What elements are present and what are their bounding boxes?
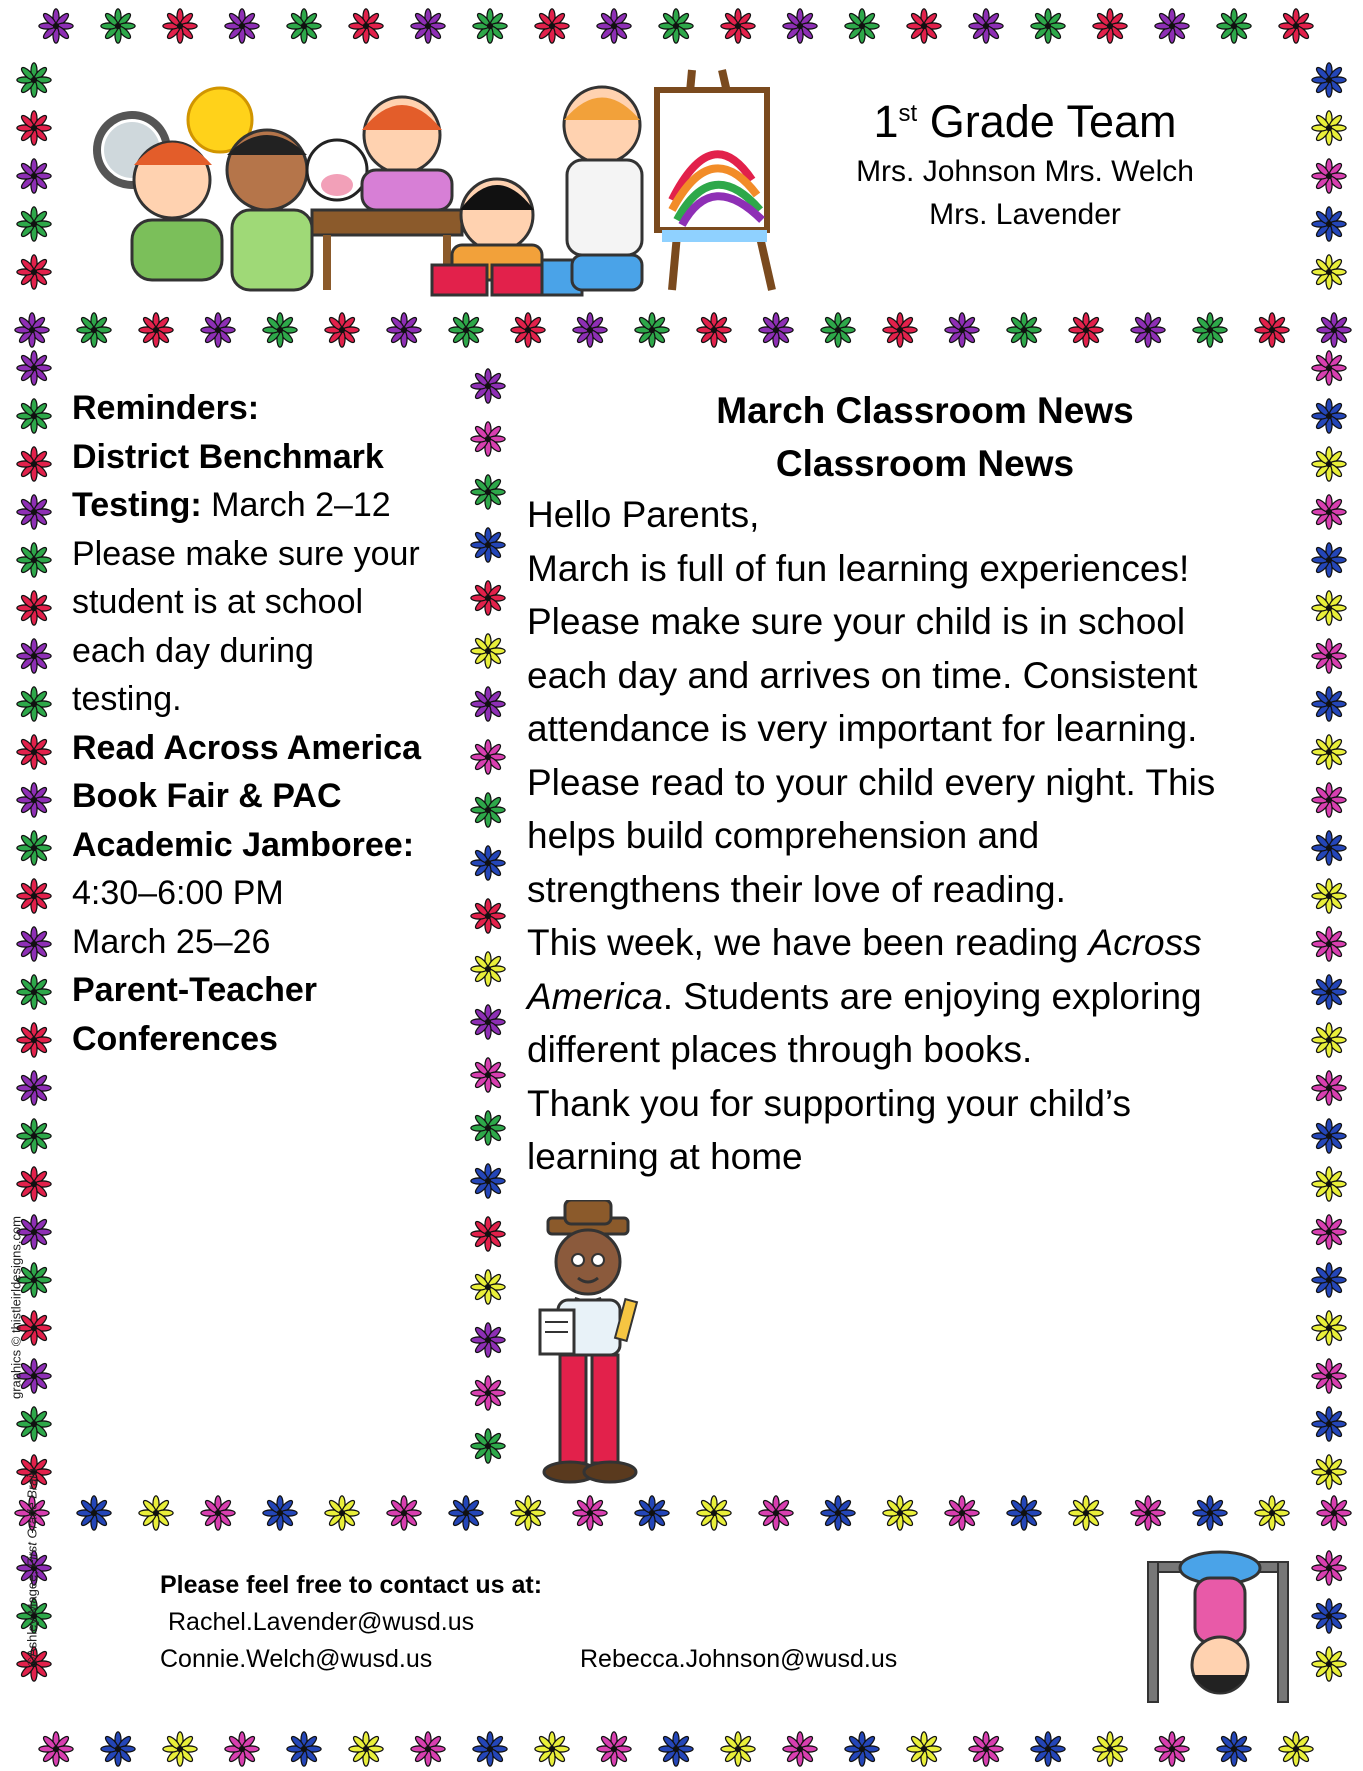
email-welch[interactable]: Connie.Welch@wusd.us xyxy=(160,1645,433,1673)
flower-decoration xyxy=(1068,1495,1104,1531)
news-line: Please read to your child every night. This xyxy=(527,761,1216,803)
email-lavender[interactable]: Rachel.Lavender@wusd.us xyxy=(168,1608,475,1636)
read-across-event: Read Across America xyxy=(72,728,421,767)
flower-decoration xyxy=(472,8,508,44)
flower-decoration xyxy=(472,1731,508,1767)
contact-section xyxy=(160,1567,980,1678)
flower-decoration xyxy=(16,782,52,818)
flower-decoration xyxy=(16,926,52,962)
news-line: March is full of fun learning experiences! xyxy=(527,547,1190,589)
flower-decoration xyxy=(1311,206,1347,242)
flower-decoration xyxy=(286,1731,322,1767)
benchmark-dates: Testing: March 2–12 xyxy=(72,486,391,524)
news-line: This week, we have been reading Across xyxy=(527,922,1202,963)
flower-decoration xyxy=(1192,312,1228,348)
news-heading-line-2: Classroom News xyxy=(775,443,1075,484)
flower-decoration xyxy=(1130,1495,1166,1531)
flower-decoration xyxy=(882,1495,918,1531)
benchmark-label: District Benchmark xyxy=(72,437,384,476)
flower-decoration xyxy=(16,638,52,674)
flower-decoration xyxy=(470,1004,506,1040)
flower-decoration xyxy=(1311,1310,1347,1346)
flower-decoration xyxy=(1311,110,1347,146)
flower-decoration xyxy=(820,312,856,348)
flower-decoration xyxy=(782,8,818,44)
flower-decoration xyxy=(470,527,506,563)
flower-decoration xyxy=(1006,1495,1042,1531)
jamboree-event: Academic Jamboree: xyxy=(72,825,415,864)
flower-decoration xyxy=(16,446,52,482)
flower-decoration xyxy=(1092,1731,1128,1767)
flower-decoration xyxy=(386,312,422,348)
news-line: Thank you for supporting your child’s xyxy=(527,1082,1131,1124)
news-line: each day and arrives on time. Consistent xyxy=(527,654,1198,696)
flower-decoration xyxy=(944,312,980,348)
flower-decoration xyxy=(410,1731,446,1767)
flower-decoration xyxy=(470,686,506,722)
flower-decoration xyxy=(470,739,506,775)
flower-decoration xyxy=(470,845,506,881)
flower-decoration xyxy=(162,1731,198,1767)
flower-decoration xyxy=(1216,8,1252,44)
flower-decoration xyxy=(968,1731,1004,1767)
flower-decoration xyxy=(844,8,880,44)
flower-decoration xyxy=(16,254,52,290)
flower-decoration xyxy=(14,312,50,348)
flower-decoration xyxy=(16,1022,52,1058)
flower-decoration xyxy=(16,734,52,770)
flower-decoration xyxy=(1154,8,1190,44)
flower-decoration xyxy=(16,110,52,146)
flower-decoration xyxy=(38,1731,74,1767)
flower-decoration xyxy=(16,1166,52,1202)
flower-decoration xyxy=(696,312,732,348)
flower-decoration xyxy=(470,951,506,987)
flower-decoration xyxy=(844,1731,880,1767)
flower-decoration xyxy=(1254,1495,1290,1531)
flower-decoration xyxy=(1316,1495,1352,1531)
flower-decoration xyxy=(510,1495,546,1531)
flower-decoration xyxy=(224,1731,260,1767)
monkey-bars-clipart xyxy=(1140,1540,1300,1705)
jamboree-dates: March 25–26 xyxy=(72,922,271,961)
reminders-title: Reminders: xyxy=(72,389,260,427)
flower-decoration xyxy=(448,1495,484,1531)
flower-decoration xyxy=(968,8,1004,44)
flower-decoration xyxy=(16,878,52,914)
flower-decoration xyxy=(1254,312,1290,348)
flower-decoration xyxy=(224,8,260,44)
flower-decoration xyxy=(658,1731,694,1767)
teacher-names-line-2: Mrs. Lavender xyxy=(929,198,1121,231)
flower-decoration xyxy=(1311,1406,1347,1442)
flower-decoration xyxy=(100,1731,136,1767)
flower-decoration xyxy=(100,8,136,44)
flower-decoration xyxy=(348,8,384,44)
news-line: attendance is very important for learning. xyxy=(527,708,1198,749)
flower-decoration xyxy=(758,312,794,348)
flower-decoration xyxy=(1311,1262,1347,1298)
flower-decoration xyxy=(16,398,52,434)
flower-decoration xyxy=(138,312,174,348)
book-fair-event: Book Fair & PAC xyxy=(72,777,342,815)
flower-decoration xyxy=(470,1110,506,1146)
flower-decoration xyxy=(470,1216,506,1252)
news-greeting: Hello Parents, xyxy=(527,494,760,535)
flower-decoration xyxy=(1316,312,1352,348)
flower-decoration xyxy=(1030,1731,1066,1767)
news-line: learning at home xyxy=(527,1136,803,1177)
flower-decoration xyxy=(882,312,918,348)
conferences-event: Parent-Teacher xyxy=(72,971,318,1009)
flower-decoration xyxy=(1311,1646,1347,1682)
flower-decoration xyxy=(76,1495,112,1531)
news-heading xyxy=(500,384,1350,490)
flower-decoration xyxy=(1068,312,1104,348)
email-johnson[interactable]: Rebecca.Johnson@wusd.us xyxy=(580,1645,898,1673)
conferences-event: Conferences xyxy=(72,1019,278,1058)
flower-decoration xyxy=(16,1118,52,1154)
news-line: helps build comprehension and xyxy=(527,815,1040,856)
benchmark-note: each day during xyxy=(72,631,314,670)
team-header xyxy=(810,86,1240,236)
flower-decoration xyxy=(510,312,546,348)
teacher-names-line-1: Mrs. Johnson Mrs. Welch xyxy=(856,155,1194,188)
news-line: America. Students are enjoying exploring xyxy=(527,975,1202,1017)
flower-decoration xyxy=(572,1495,608,1531)
flower-decoration xyxy=(634,1495,670,1531)
flower-decoration xyxy=(16,494,52,530)
flower-decoration xyxy=(324,1495,360,1531)
flower-decoration xyxy=(1311,350,1347,386)
flower-decoration xyxy=(658,8,694,44)
flower-decoration xyxy=(470,1269,506,1305)
flower-decoration xyxy=(572,312,608,348)
flower-decoration xyxy=(162,8,198,44)
flower-decoration xyxy=(470,898,506,934)
flower-decoration xyxy=(16,590,52,626)
flower-decoration xyxy=(410,8,446,44)
flower-decoration xyxy=(16,542,52,578)
flower-decoration xyxy=(16,350,52,386)
reminders-column xyxy=(72,384,452,1063)
flower-decoration xyxy=(1006,312,1042,348)
flower-decoration xyxy=(782,1731,818,1767)
explorer-boy-clipart xyxy=(520,1200,670,1490)
flower-decoration xyxy=(1311,1454,1347,1490)
flower-decoration xyxy=(820,1495,856,1531)
flower-decoration xyxy=(16,62,52,98)
flower-decoration xyxy=(1311,254,1347,290)
flower-decoration xyxy=(16,1406,52,1442)
flower-decoration xyxy=(906,1731,942,1767)
flower-decoration xyxy=(596,1731,632,1767)
flower-decoration xyxy=(720,1731,756,1767)
flower-decoration xyxy=(470,633,506,669)
flower-decoration xyxy=(16,830,52,866)
flower-decoration xyxy=(720,8,756,44)
flower-decoration xyxy=(1311,62,1347,98)
author-credit: ©Ashley Magee, First Grade Brain xyxy=(24,1468,40,1667)
flower-decoration xyxy=(634,312,670,348)
flower-decoration xyxy=(1216,1731,1252,1767)
flower-decoration xyxy=(1311,1214,1347,1250)
flower-decoration xyxy=(758,1495,794,1531)
flower-decoration xyxy=(596,8,632,44)
kids-clipart xyxy=(72,60,792,300)
news-line: different places through books. xyxy=(527,1029,1033,1070)
flower-decoration xyxy=(200,312,236,348)
flower-decoration xyxy=(286,8,322,44)
flower-decoration xyxy=(16,1070,52,1106)
flower-decoration xyxy=(1311,1358,1347,1394)
flower-decoration xyxy=(1192,1495,1228,1531)
flower-decoration xyxy=(1311,1598,1347,1634)
flower-decoration xyxy=(944,1495,980,1531)
benchmark-note: student is at school xyxy=(72,583,364,621)
benchmark-note: testing. xyxy=(72,680,182,718)
flower-decoration xyxy=(1130,312,1166,348)
news-line: Please make sure your child is in school xyxy=(527,601,1186,642)
flower-decoration xyxy=(38,8,74,44)
flower-decoration xyxy=(1311,158,1347,194)
contact-title: Please feel free to contact us at: xyxy=(160,1571,543,1599)
flower-decoration xyxy=(1311,1550,1347,1586)
flower-decoration xyxy=(470,1163,506,1199)
flower-decoration xyxy=(470,792,506,828)
news-body xyxy=(527,488,1347,1184)
flower-decoration xyxy=(1278,8,1314,44)
flower-decoration xyxy=(16,206,52,242)
flower-decoration xyxy=(16,974,52,1010)
flower-decoration xyxy=(448,312,484,348)
flower-decoration xyxy=(1092,8,1128,44)
flower-decoration xyxy=(16,686,52,722)
benchmark-note: Please make sure your xyxy=(72,534,420,573)
graphics-credit: graphics © thistleirldesigns.com xyxy=(8,1216,24,1399)
news-line: strengthens their love of reading. xyxy=(527,868,1066,910)
flower-decoration xyxy=(386,1495,422,1531)
flower-decoration xyxy=(470,1375,506,1411)
flower-decoration xyxy=(76,312,112,348)
flower-decoration xyxy=(470,1428,506,1464)
flower-decoration xyxy=(262,1495,298,1531)
flower-decoration xyxy=(348,1731,384,1767)
flower-decoration xyxy=(534,1731,570,1767)
flower-decoration xyxy=(1278,1731,1314,1767)
flower-decoration xyxy=(470,580,506,616)
news-heading-line-1: March Classroom News xyxy=(716,390,1134,431)
flower-decoration xyxy=(16,158,52,194)
team-title: 1st Grade Team xyxy=(873,96,1177,147)
flower-decoration xyxy=(138,1495,174,1531)
easel-illustration xyxy=(657,70,772,290)
flower-decoration xyxy=(200,1495,236,1531)
flower-decoration xyxy=(324,312,360,348)
flower-decoration xyxy=(696,1495,732,1531)
flower-decoration xyxy=(1030,8,1066,44)
flower-decoration xyxy=(262,312,298,348)
flower-decoration xyxy=(906,8,942,44)
flower-decoration xyxy=(534,8,570,44)
flower-decoration xyxy=(1154,1731,1190,1767)
flower-decoration xyxy=(470,1057,506,1093)
flower-decoration xyxy=(470,1322,506,1358)
jamboree-time: 4:30–6:00 PM xyxy=(72,874,284,912)
